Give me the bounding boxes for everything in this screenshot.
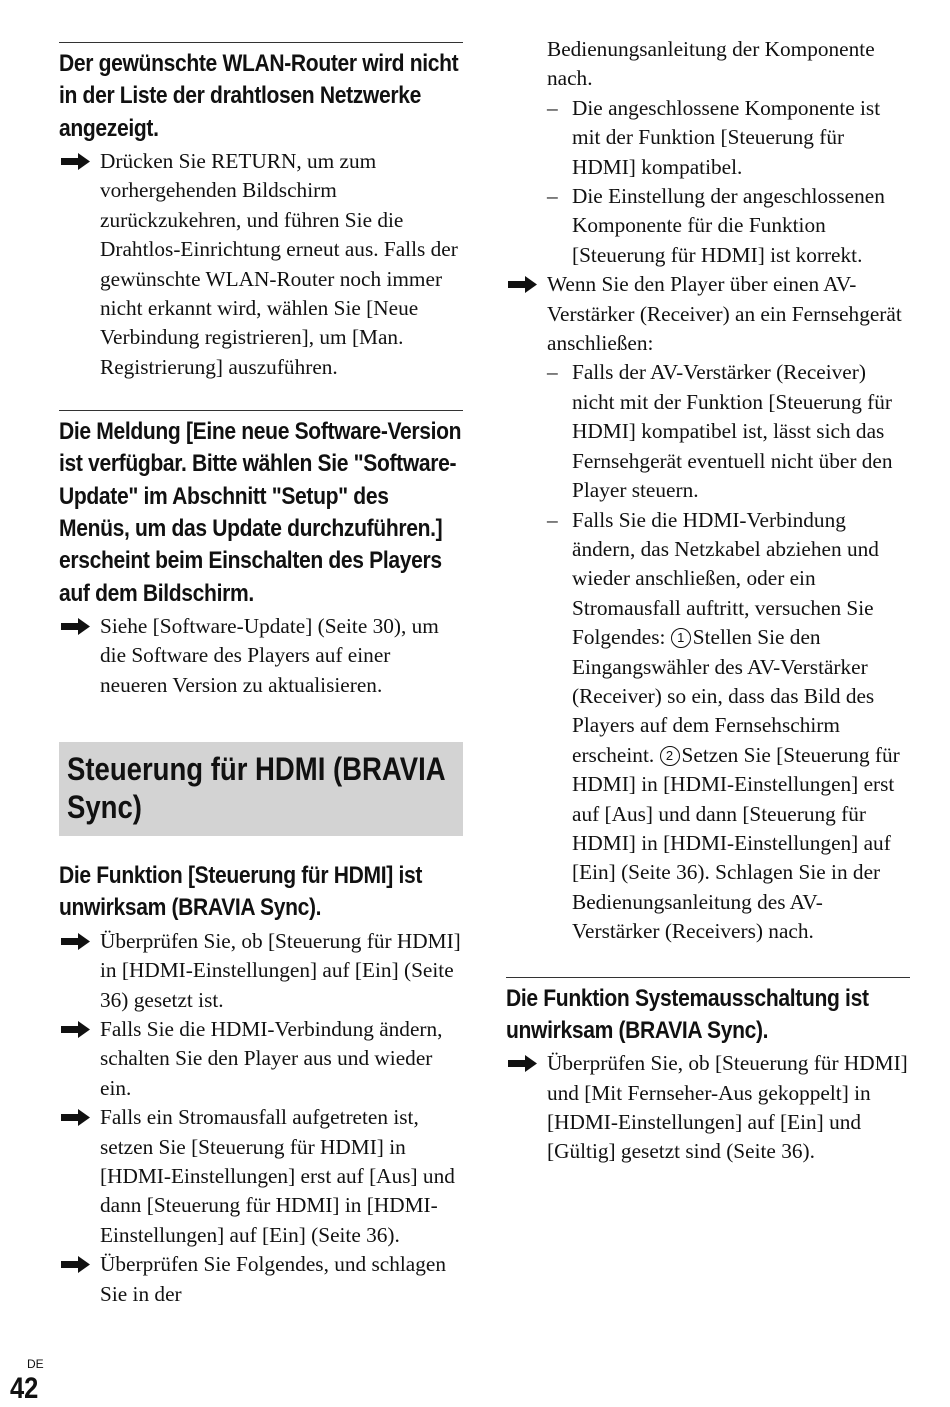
dash-marker: – bbox=[547, 507, 558, 532]
list-item: Überprüfen Sie Folgendes, und schlagen Sie in der bbox=[59, 1250, 463, 1309]
list-item: Drücken Sie RETURN, um zum vorhergehenden Bildschirm zurückzukehren, und führen Sie die Drahtlos-Einrichtung erneut aus. Falls der gewünschte WLAN-Router noch immer nicht erkannt wird, wählen Sie [Neue Verbindung registrieren], um [Man. Registrierung] auszuführen. bbox=[59, 147, 463, 382]
list-item: Falls Sie die HDMI-Verbindung ändern, schalten Sie den Player aus und wieder ein. bbox=[59, 1015, 463, 1103]
dash-marker: – bbox=[547, 360, 558, 385]
folio-language: DE bbox=[27, 1357, 44, 1371]
arrow-icon bbox=[59, 1015, 93, 1044]
arrow-icon bbox=[506, 1049, 540, 1078]
wlan-router-heading: Der gewünschte WLAN-Router wird nicht in der Liste der drahtlosen Netzwerke angezeigt. bbox=[59, 50, 459, 142]
page-number: 42 bbox=[10, 1372, 39, 1405]
arrow-icon bbox=[59, 612, 93, 641]
list-item: Überprüfen Sie, ob [Steuerung für HDMI] und [Mit Fernseher-Aus gekoppelt] in [HDMI-Einstellungen] auf [Ein] und [Gültig] gesetzt sind (Seite 36). bbox=[506, 1049, 910, 1167]
sub-item: – Falls Sie die HDMI-Verbindung ändern, das Netzkabel abziehen und wieder anschließen, oder ein Stromausfall auftritt, versuchen Sie Folgendes: 1 Stellen Sie den Eingangswähler des AV-Verstärker (Receiver) so ein, dass das Bild des Players auf dem Fernsehschirm erscheint. 2 Setzen Sie [Steuerung für HDMI] in [HDMI-Einstellungen] erst auf [Aus] und dann [Steuerung für HDMI] in [HDMI-Einstellungen] auf [Ein] (Seite 36). Schlagen Sie in der Bedienungsanleitung des AV-Verstärker (Receivers) nach. bbox=[547, 507, 900, 944]
arrow-icon bbox=[59, 1103, 93, 1132]
sub-item: – Die angeschlossene Komponente ist mit der Funktion [Steuerung für HDMI] kompatibel. bbox=[547, 95, 881, 179]
arrow-icon bbox=[59, 147, 93, 176]
list-item: Wenn Sie den Player über einen AV-Verstärker (Receiver) an ein Fernsehgerät anschließen: bbox=[506, 270, 910, 358]
list-item: Falls ein Stromausfall aufgetreten ist, setzen Sie [Steuerung für HDMI] in [HDMI-Einstellungen] erst auf [Aus] und dann [Steuerung für HDMI] in [HDMI-Einstellungen] auf [Ein] (Seite 36). bbox=[59, 1103, 463, 1250]
section-title-box bbox=[59, 742, 463, 836]
sub-item: – Die Einstellung der angeschlossenen Komponente für die Funktion [Steuerung für HDMI] ist korrekt. bbox=[547, 184, 885, 267]
list-item: Siehe [Software-Update] (Seite 30), um die Software des Players auf einer neueren Version zu aktualisieren. bbox=[59, 612, 463, 700]
right-column bbox=[506, 0, 910, 1167]
circled-number-one: 1 bbox=[671, 628, 691, 648]
system-power-off-heading: Die Funktion Systemausschaltung ist unwirksam (BRAVIA Sync). bbox=[506, 984, 869, 1044]
arrow-icon bbox=[59, 1250, 93, 1279]
dash-marker: – bbox=[547, 95, 558, 120]
left-column bbox=[59, 0, 463, 1309]
arrow-icon bbox=[506, 270, 540, 299]
hdmi-control-heading: Die Funktion [Steuerung für HDMI] ist unwirksam (BRAVIA Sync). bbox=[59, 862, 423, 922]
section-title: Steuerung für HDMI (BRAVIA Sync) bbox=[67, 751, 445, 826]
arrow-icon bbox=[59, 927, 93, 956]
circled-number-two: 2 bbox=[660, 746, 680, 766]
software-message-heading: Die Meldung [Eine neue Software-Version ist verfügbar. Bitte wählen Sie "Software-Update" im Abschnitt "Setup" des Menüs, um das Update durchzuführen.] erscheint beim Einschalten des Players auf dem Bildschirm. bbox=[59, 418, 462, 607]
dash-marker: – bbox=[547, 184, 558, 209]
list-item: Überprüfen Sie, ob [Steuerung für HDMI] in [HDMI-Einstellungen] auf [Ein] (Seite 36) gesetzt ist. bbox=[59, 927, 463, 1015]
continued-text: Bedienungsanleitung der Komponente nach. bbox=[547, 37, 875, 91]
sub-item: – Falls der AV-Verstärker (Receiver) nicht mit der Funktion [Steuerung für HDMI] kompatibel ist, lässt sich das Fernsehgerät eventuell nicht über den Player steuern. bbox=[547, 360, 893, 503]
